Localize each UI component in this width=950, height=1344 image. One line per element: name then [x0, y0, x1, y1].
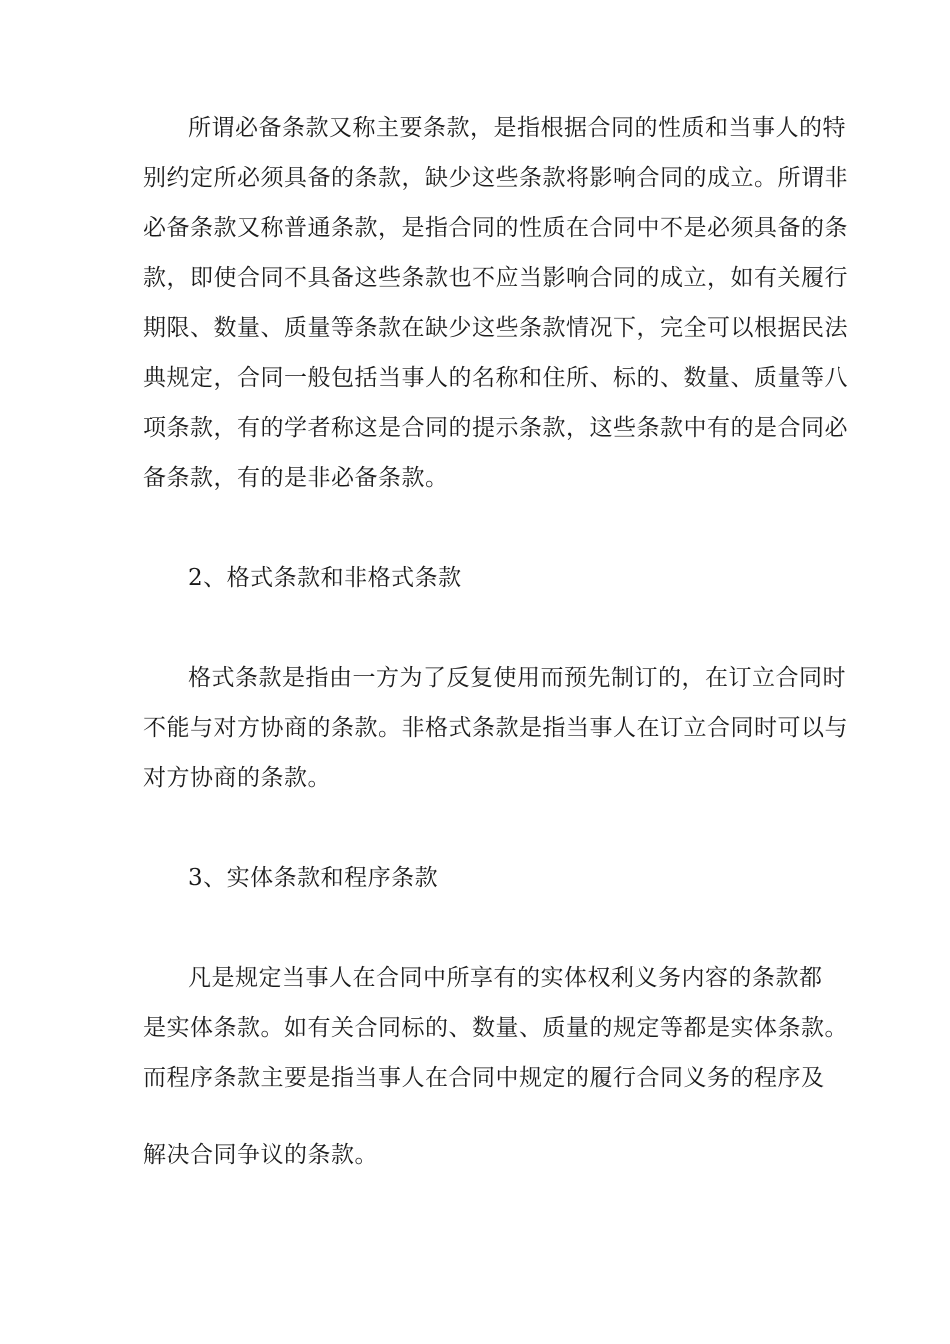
- section-heading-substantive-terms: 3、实体条款和程序条款: [188, 865, 439, 891]
- text-line: 项条款，有的学者称这是合同的提示条款，这些条款中有的是合同必: [143, 415, 848, 441]
- text-line: 款，即使合同不具备这些条款也不应当影响合同的成立，如有关履行: [143, 265, 848, 291]
- text-line: 备条款，有的是非必备条款。: [143, 465, 449, 491]
- text-line: 格式条款是指由一方为了反复使用而预先制订的，在订立合同时: [188, 665, 846, 691]
- text-line: 不能与对方协商的条款。非格式条款是指当事人在订立合同时可以与: [143, 715, 848, 741]
- text-line: 所谓必备条款又称主要条款，是指根据合同的性质和当事人的特: [188, 115, 846, 141]
- text-line: 解决合同争议的条款。: [143, 1142, 378, 1168]
- text-line: 典规定，合同一般包括当事人的名称和住所、标的、数量、质量等八: [143, 365, 848, 391]
- text-line: 凡是规定当事人在合同中所享有的实体权利义务内容的条款都: [188, 965, 823, 991]
- text-line: 必备条款又称普通条款，是指合同的性质在合同中不是必须具备的条: [143, 215, 848, 241]
- text-line: 对方协商的条款。: [143, 765, 331, 791]
- text-line: 而程序条款主要是指当事人在合同中规定的履行合同义务的程序及: [143, 1065, 825, 1091]
- text-line: 期限、数量、质量等条款在缺少这些条款情况下，完全可以根据民法: [143, 315, 848, 341]
- text-line: 别约定所必须具备的条款，缺少这些条款将影响合同的成立。所谓非: [143, 165, 848, 191]
- section-heading-format-terms: 2、格式条款和非格式条款: [188, 565, 462, 591]
- text-line: 是实体条款。如有关合同标的、数量、质量的规定等都是实体条款。: [143, 1015, 848, 1041]
